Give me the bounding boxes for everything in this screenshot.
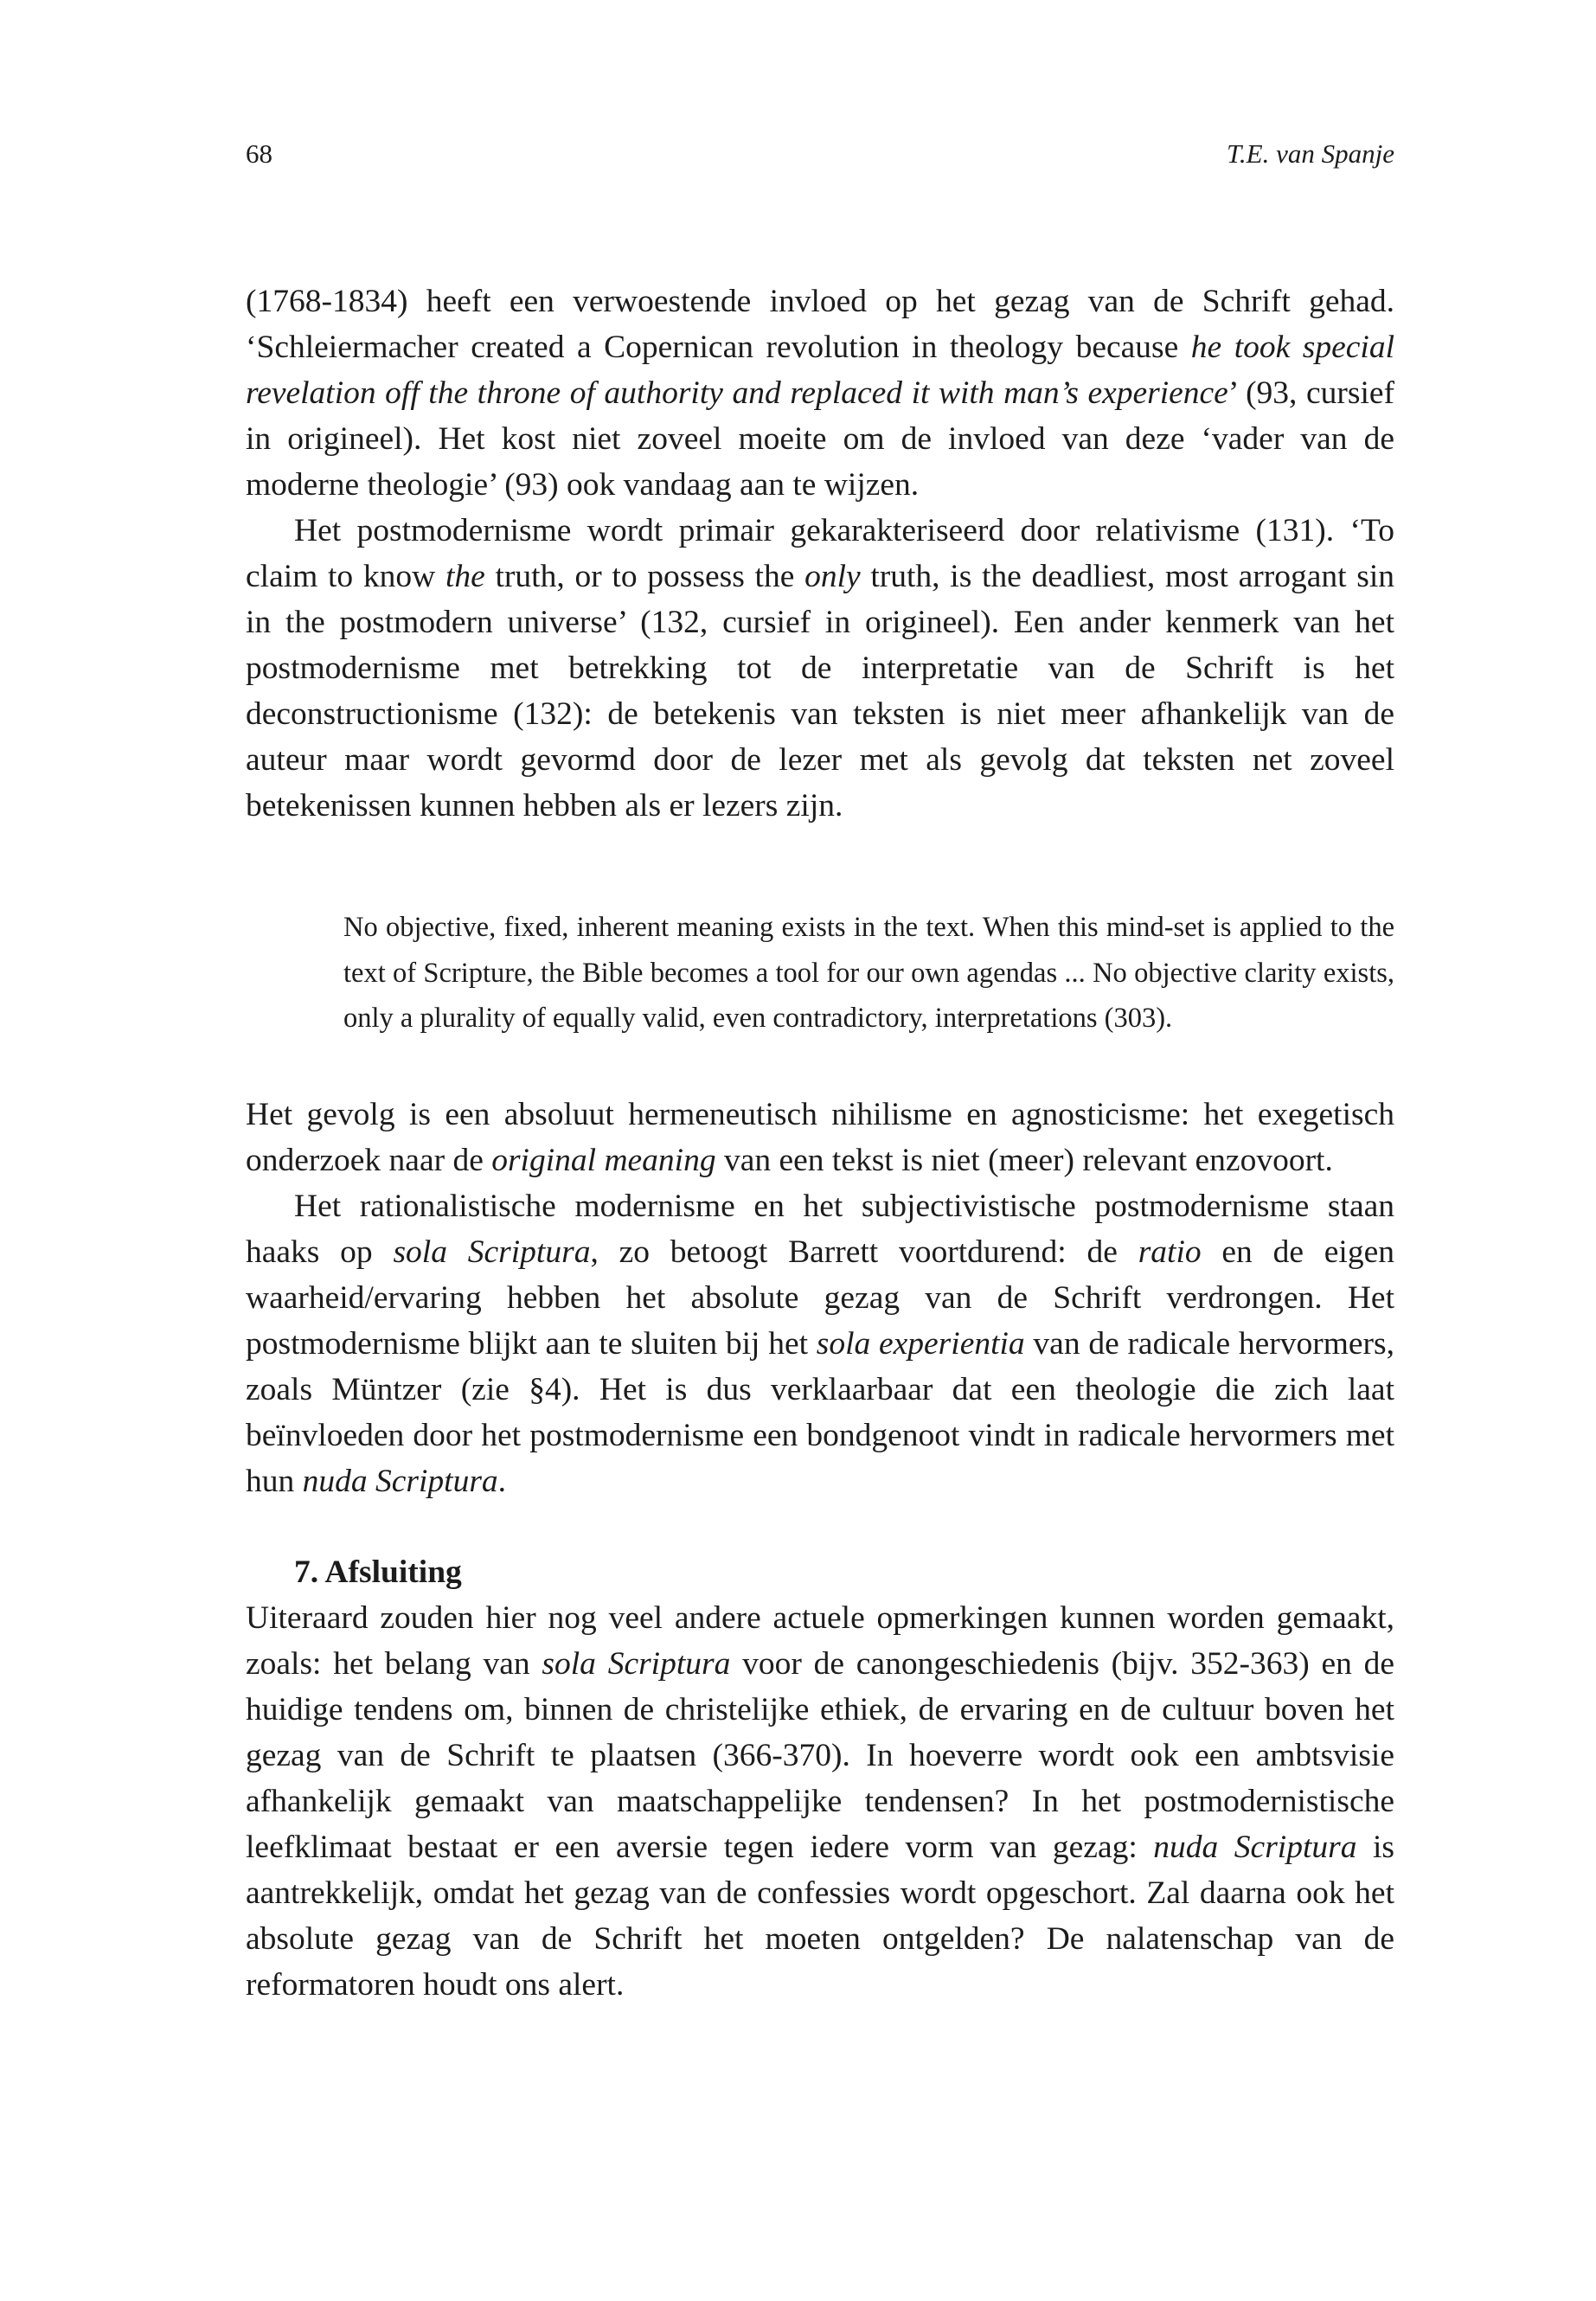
italic-run: nuda Scriptura	[1153, 1829, 1357, 1865]
italic-run: sola Scriptura	[542, 1645, 731, 1682]
paragraph-4	[246, 1183, 1394, 1504]
paragraph-1	[246, 279, 1394, 508]
page-body	[246, 279, 1394, 2008]
text-run: truth, is the deadliest, most arrogant sin in the postmodern universe’ (132, cursief in origineel). Een ander kenmerk van het postmodernisme met betrekking tot de interpretatie van de Schrift is het deconstructionisme (132): de betekenis van teksten is niet meer afhankelijk van de auteur maar wordt gevormd door de lezer met als gevolg dat teksten net zoveel betekenissen kunnen hebben als er lezers zijn.	[246, 559, 1394, 824]
text-run: van een tekst is niet (meer) relevant enzovoort.	[715, 1142, 1333, 1178]
paragraph-2	[246, 508, 1394, 829]
paragraph-5	[246, 1595, 1394, 2008]
page-number: 68	[246, 138, 272, 169]
italic-run: he took special revelation off the throne of authority and replaced it with man’s experience	[246, 330, 1394, 411]
italic-run: sola experientia	[816, 1325, 1025, 1362]
text-run: (1768-1834) heeft een verwoestende invloed op het gezag van de Schrift gehad. ‘Schleiermacher created a Copernican revolution in theology because	[246, 284, 1394, 365]
text-run: Het rationalistische modernisme en het subjectivistische postmodernisme staan haaks op	[246, 1188, 1394, 1270]
paragraph-3	[246, 1092, 1394, 1183]
text-run: truth, or to possess the	[484, 559, 805, 594]
text-run: .	[497, 1463, 507, 1499]
text-run: is aantrekkelijk, omdat het gezag van de confessies wordt opgeschort. Zal daarna ook het absolute gezag van de Schrift het moeten ontgelden? De nalatenschap van de reformatoren houdt ons alert.	[246, 1829, 1395, 2003]
text-run: Het postmodernisme wordt primair gekarakteriseerd door relativisme (131). ‘To claim to know	[246, 513, 1394, 594]
text-run: en de eigen waarheid/ervaring hebben het absolute gezag van de Schrift verdrongen. Het postmodernisme blijkt aan te sluiten bij het	[246, 1234, 1394, 1362]
italic-run: sola Scriptura	[393, 1234, 591, 1270]
text-run: ’ (93, cursief in origineel). Het kost niet zoveel moeite om de invloed van deze ‘vader van de moderne theologie’ (93) ook vandaag aan te wijzen.	[246, 375, 1394, 503]
running-head: T.E. van Spanje	[1226, 138, 1394, 169]
italic-run: ratio	[1138, 1234, 1202, 1270]
section-heading: 7. Afsluiting	[294, 1554, 462, 1590]
italic-run: the	[445, 559, 485, 594]
text-run: Uiteraard zouden hier nog veel andere actuele opmerkingen kunnen worden gemaakt, zoals: het belang van	[246, 1599, 1394, 1682]
italic-run: only	[804, 559, 861, 594]
text-run: Het gevolg is een absoluut hermeneutisch nihilisme en agnosticisme: het exegetisch onderzoek naar de	[246, 1096, 1394, 1178]
block-quote: No objective, fixed, inherent meaning exists in the text. When this mind-set is applied to the text of Scripture, the Bible becomes a tool for our own agendas ... No objective clarity exists, only a plurality of equally valid, even contradictory, interpretations (303).	[343, 912, 1394, 1034]
text-run: , zo betoogt Barrett voortdurend: de	[590, 1234, 1138, 1270]
italic-run: original meaning	[491, 1142, 716, 1178]
italic-run: nuda Scriptura	[302, 1463, 498, 1499]
text-run: van de radicale hervormers, zoals Müntzer (zie §4). Het is dus verklaarbaar dat een theologie die zich laat beïnvloeden door het postmodernisme een bondgenoot vindt in radicale hervormers met hun	[246, 1325, 1394, 1499]
text-run: voor de canongeschiedenis (bijv. 352-363) en de huidige tendens om, binnen de christelijke ethiek, de ervaring en de cultuur boven het gezag van de Schrift te plaatsen (366-370). In hoeverre wordt ook een ambtsvisie afhankelijk gemaakt van maatschappelijke tendensen? In het postmodernistische leefklimaat bestaat er een aversie tegen iedere vorm van gezag:	[246, 1645, 1394, 1865]
